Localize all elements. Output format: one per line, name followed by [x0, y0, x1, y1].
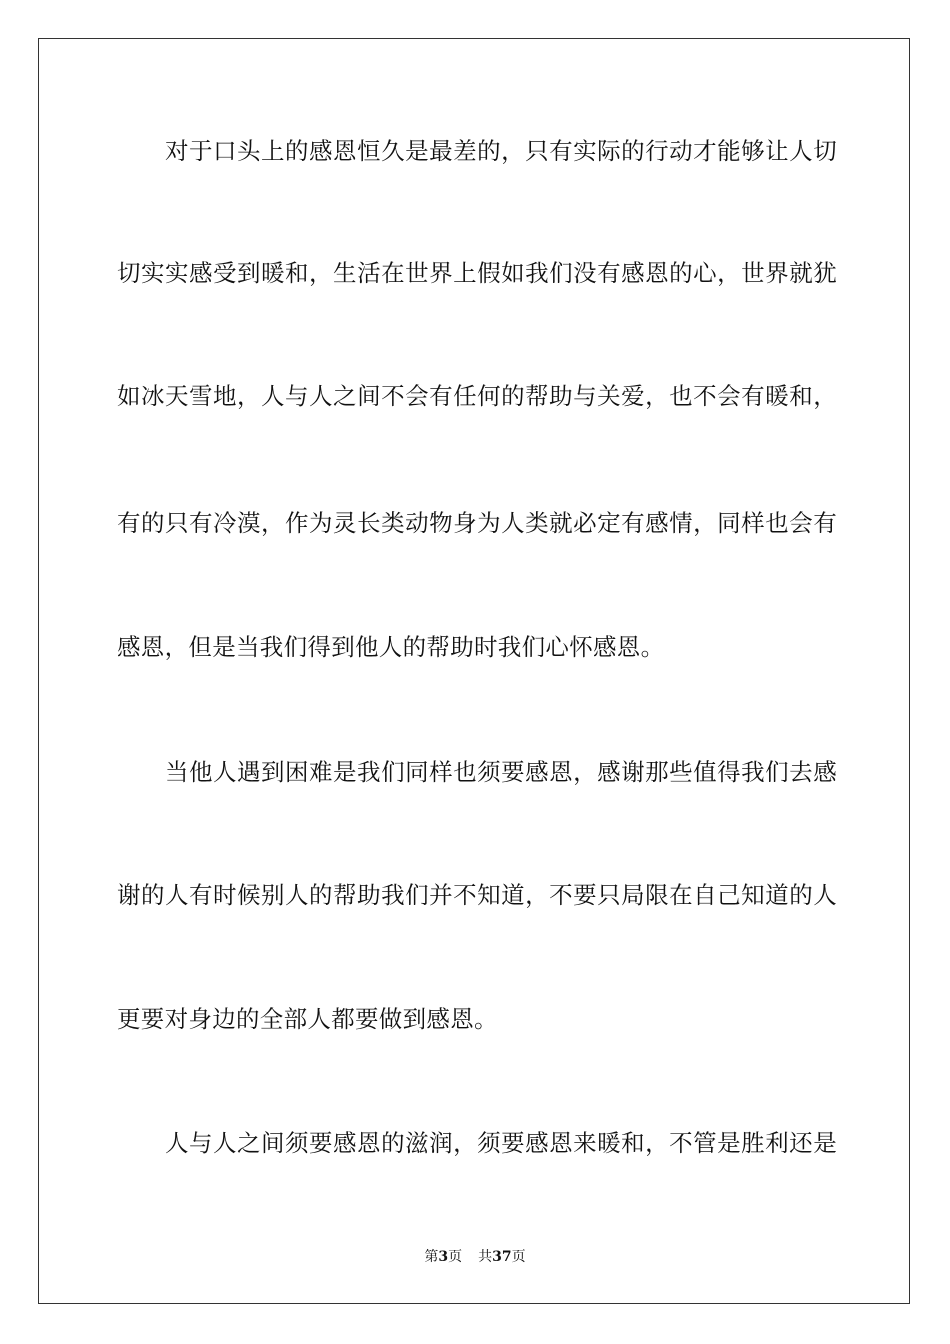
paragraph-2-line-3: 更要对身边的全部人都要做到感恩。: [117, 1005, 498, 1033]
paragraph-1-line-1: 对于口头上的感恩恒久是最差的，只有实际的行动才能够让人切: [165, 137, 837, 165]
total-suffix: 页: [511, 1249, 526, 1265]
page-prefix: 第: [424, 1249, 439, 1265]
paragraph-1-line-3: 如冰天雪地，人与人之间不会有任何的帮助与关爱，也不会有暖和，: [117, 382, 837, 410]
paragraph-1-line-2: 切实实感受到暖和，生活在世界上假如我们没有感恩的心，世界就犹: [117, 259, 837, 287]
paragraph-2-line-2: 谢的人有时候别人的帮助我们并不知道，不要只局限在自己知道的人: [117, 881, 837, 909]
page-suffix: 页: [448, 1249, 463, 1265]
paragraph-1-line-5: 感恩，但是当我们得到他人的帮助时我们心怀感恩。: [117, 633, 665, 661]
total-prefix: 共: [478, 1249, 493, 1265]
page-number: 3: [438, 1249, 449, 1265]
paragraph-2-line-1: 当他人遇到困难是我们同样也须要感恩，感谢那些值得我们去感: [165, 758, 837, 786]
page-border: [38, 38, 910, 1304]
paragraph-1-line-4: 有的只有冷漠，作为灵长类动物身为人类就必定有感情，同样也会有: [117, 509, 837, 537]
page-footer: [0, 1248, 950, 1266]
total-pages: 37: [492, 1249, 512, 1265]
paragraph-3-line-1: 人与人之间须要感恩的滋润，须要感恩来暖和，不管是胜利还是: [165, 1129, 837, 1157]
